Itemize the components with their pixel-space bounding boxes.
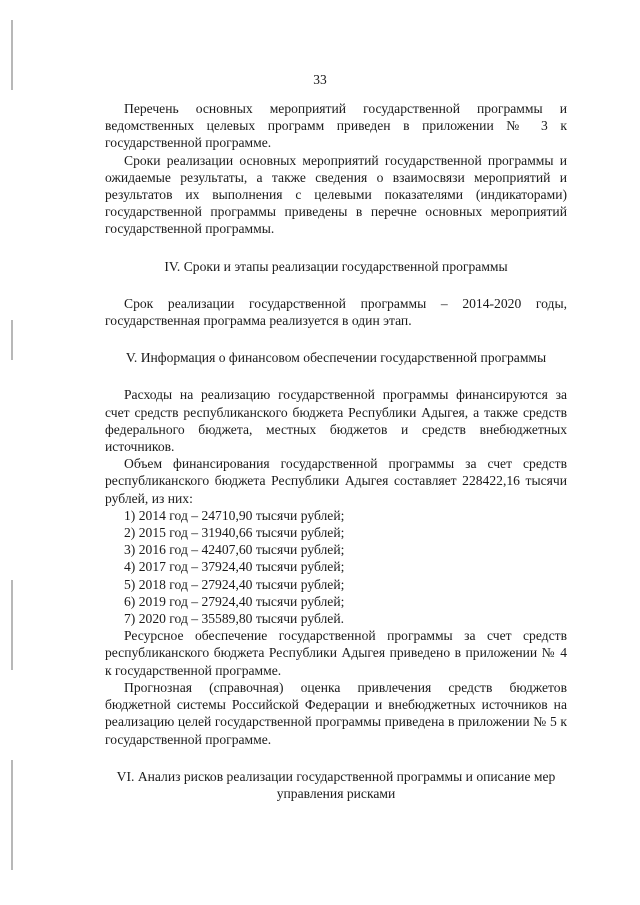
margin-mark xyxy=(11,320,13,360)
binding-margin-marks xyxy=(11,20,15,880)
list-item: 1) 2014 год – 24710,90 тысячи рублей; xyxy=(124,507,345,523)
page-number: 33 xyxy=(313,72,327,87)
list-item: 7) 2020 год – 35589,80 тысячи рублей. xyxy=(124,611,345,627)
section-heading: IV. Сроки и этапы реализации государственной программы xyxy=(164,258,508,274)
list-item: 6) 2019 год – 27924,40 тысячи рублей; xyxy=(124,593,345,609)
section-heading-line-1: VI. Анализ рисков реализации государственной программы и описание мер xyxy=(116,768,556,784)
paragraph: Прогнозная (справочная) оценка привлечения средств бюджетов бюджетной системы Российской Федерации и внебюджетных источников на реализацию целей государственной программы приведена в приложении № 5 к государственной программе. xyxy=(105,679,567,747)
paragraph: Расходы на реализацию государственной программы финансируются за счет средств республиканского бюджета Республики Адыгея, а также средств федерального бюджета, местных бюджетов и средств внебюджетных источников. xyxy=(105,387,567,455)
funding-list xyxy=(105,507,567,627)
list-item: 5) 2018 год – 27924,40 тысячи рублей; xyxy=(124,576,345,592)
list-item: 2) 2015 год – 31940,66 тысячи рублей; xyxy=(124,525,345,541)
margin-mark xyxy=(11,760,13,870)
section-heading: V. Информация о финансовом обеспечении государственной программы xyxy=(125,350,547,366)
paragraph: Объем финансирования государственной программы за счет средств республиканского бюджета Республики Адыгея составляет 228422,16 тысячи рублей, из них: xyxy=(105,456,567,506)
list-item: 3) 2016 год – 42407,60 тысячи рублей; xyxy=(124,542,345,558)
paragraph: Перечень основных мероприятий государственной программы и ведомственных целевых программ приведен в приложении № 3 к государственной программе. xyxy=(105,101,567,151)
list-item: 4) 2017 год – 37924,40 тысячи рублей; xyxy=(124,559,345,575)
paragraph: Срок реализации государственной программы – 2014-2020 годы, государственная программа реализуется в один этап. xyxy=(105,295,567,329)
section-heading-line-2: управления рисками xyxy=(276,785,396,801)
paragraph: Сроки реализации основных мероприятий государственной программы и ожидаемые результаты, а также сведения о взаимосвязи мероприятий и результатов их выполнения с целевыми показателями (индикаторами) государственной программы приведены в перечне основных мероприятий государственной программы. xyxy=(105,152,567,237)
margin-mark xyxy=(11,580,13,670)
document-body xyxy=(105,100,567,802)
paragraph: Ресурсное обеспечение государственной программы за счет средств республиканского бюджета Республики Адыгея приведено в приложении № 4 к государственной программе. xyxy=(105,628,567,678)
